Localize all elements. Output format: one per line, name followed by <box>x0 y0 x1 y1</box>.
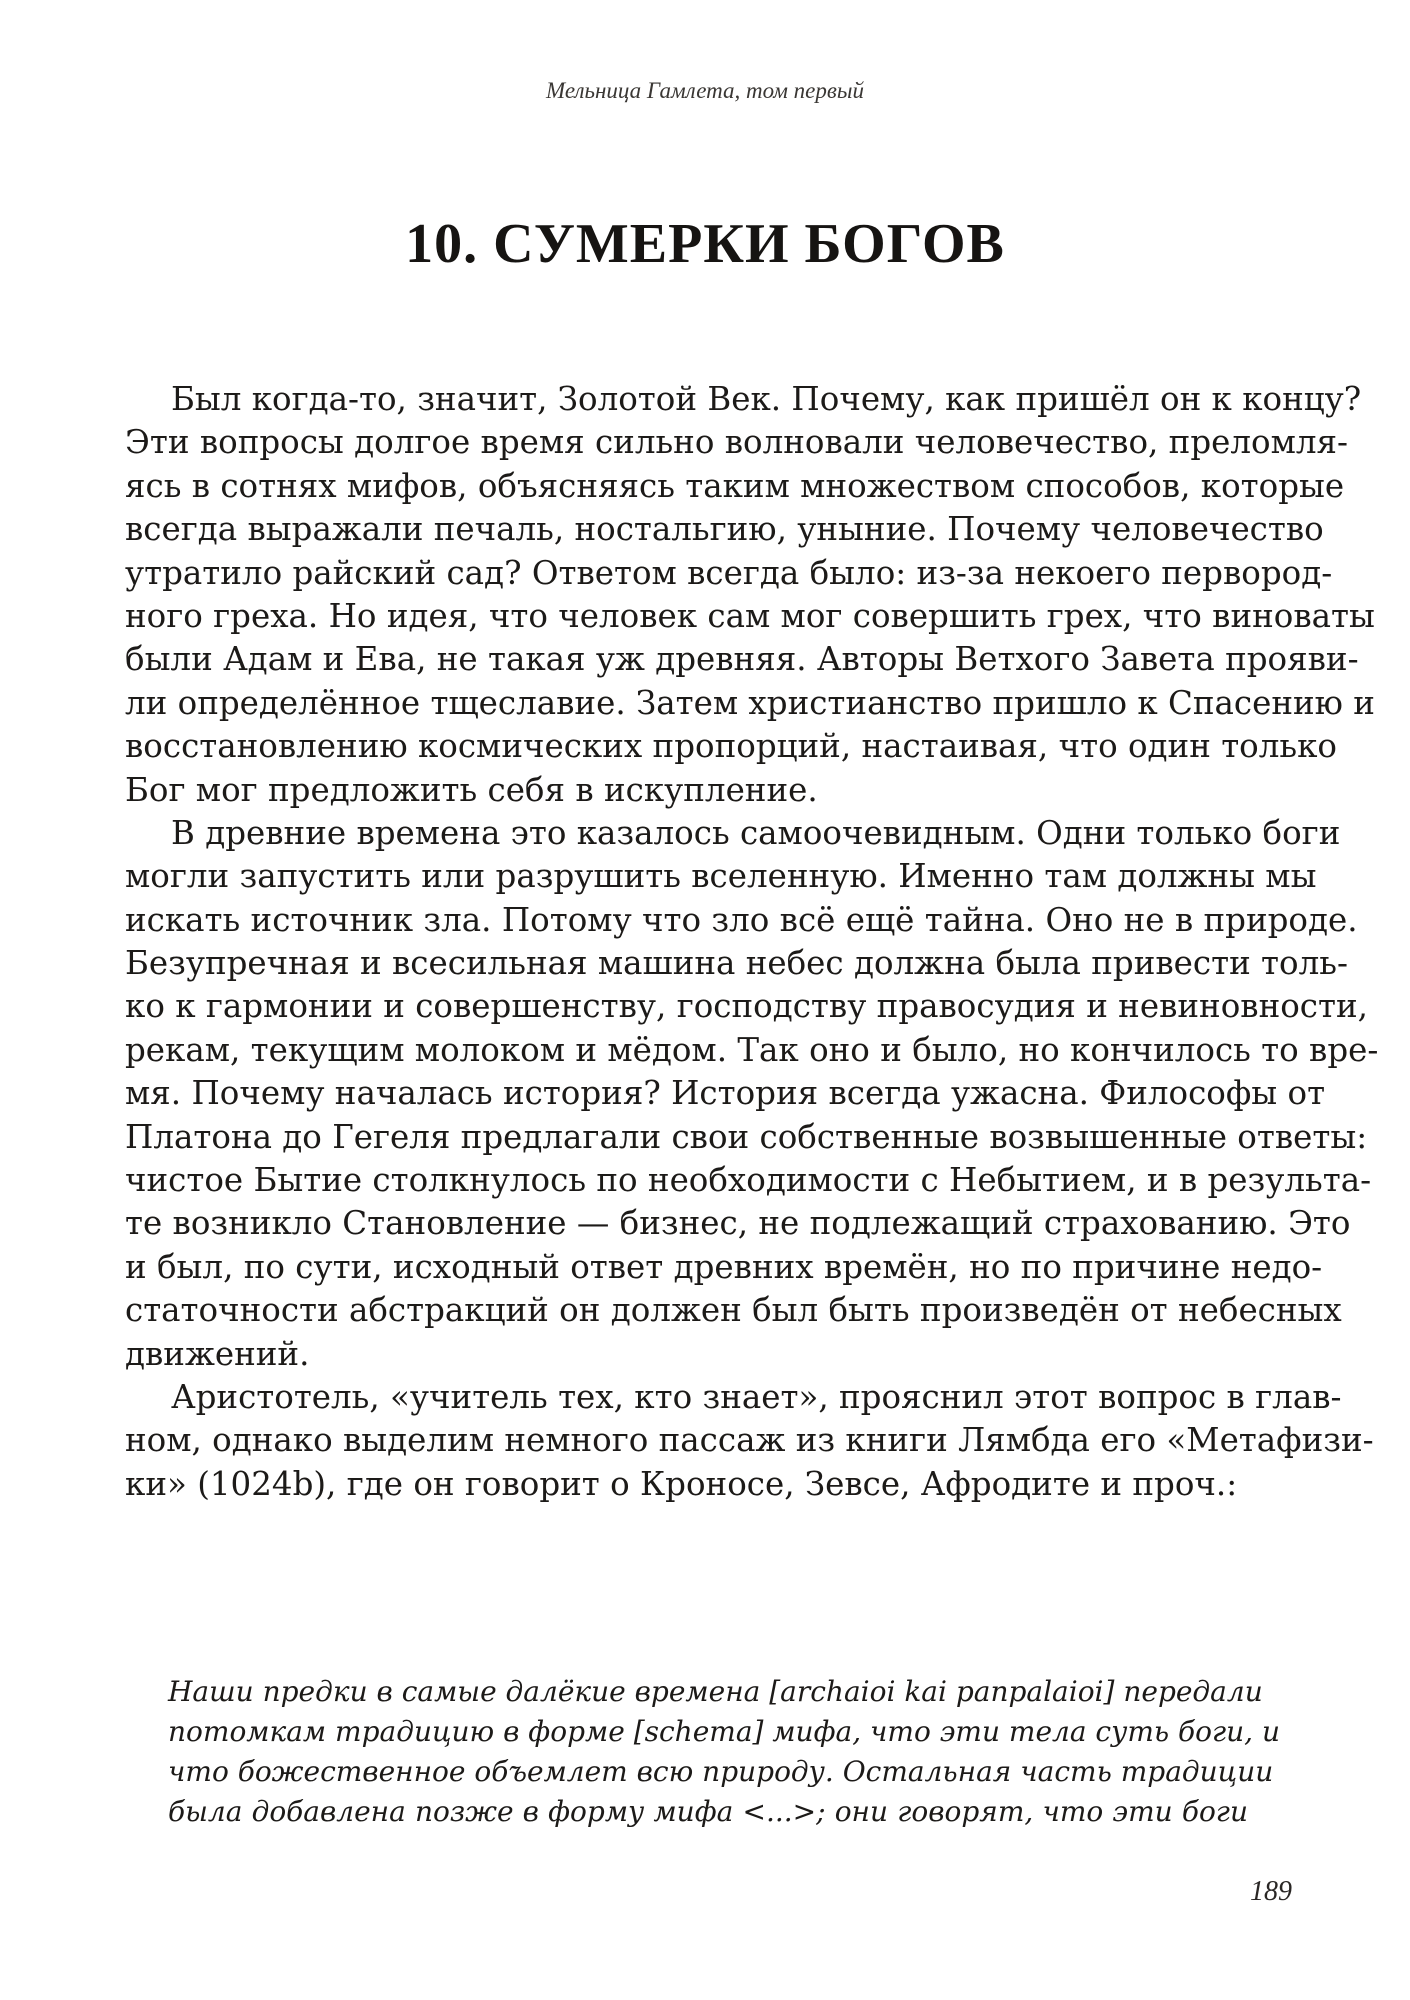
text-line: и был, по сути, исходный ответ древних времён, но по причине недо- <box>125 1247 1323 1286</box>
text-line: Платона до Гегеля предлагали свои собственные возвышенные ответы: <box>125 1117 1368 1156</box>
text-line: Безупречная и всесильная машина небес должна была привести толь- <box>125 944 1348 983</box>
text-line: рекам, текущим молоком и мёдом. Так оно и было, но кончилось то вре- <box>125 1030 1379 1069</box>
text-line: ко к гармонии и совершенству, господству правосудия и невиновности, <box>125 987 1368 1026</box>
chapter-title: 10. СУМЕРКИ БОГОВ <box>405 213 1005 275</box>
text-line: Эти вопросы долгое время сильно волновали человечество, преломля- <box>125 423 1348 462</box>
quote-line: Наши предки в самые далёкие времена [archaioi kai panpalaioi] передали <box>168 1675 1263 1708</box>
text-line: ного греха. Но идея, что человек сам мог совершить грех, что виноваты <box>125 596 1375 635</box>
text-line: Аристотель, «учитель тех, кто знает», прояснил этот вопрос в глав- <box>171 1377 1342 1416</box>
text-line: движений. <box>125 1334 310 1373</box>
text-line: ном, однако выделим немного пассаж из книги Лямбда его «Метафизи- <box>125 1421 1374 1460</box>
text-line: восстановлению космических пропорций, настаивая, что один только <box>125 727 1337 766</box>
block-quote <box>168 1672 1281 1832</box>
text-line: были Адам и Ева, не такая уж древняя. Авторы Ветхого Завета прояви- <box>125 640 1359 679</box>
paragraph-1 <box>125 378 1375 812</box>
text-line: могли запустить или разрушить вселенную. Именно там должны мы <box>125 857 1317 896</box>
quote-line: потомкам традицию в форме [schema] мифа, что эти тела суть боги, и <box>168 1715 1281 1748</box>
text-line: В древние времена это казалось самоочевидным. Одни только боги <box>171 813 1341 852</box>
paragraph-3 <box>125 1376 1374 1506</box>
text-line: чистое Бытие столкнулось по необходимости с Небытием, и в результа- <box>125 1161 1372 1200</box>
text-line: те возникло Становление — бизнес, не подлежащий страхованию. Это <box>125 1204 1351 1243</box>
text-line: статочности абстракций он должен был быть произведён от небесных <box>125 1291 1342 1330</box>
quote-line: была добавлена позже в форму мифа <...>; они говорят, что эти боги <box>168 1795 1248 1828</box>
text-line: ки» (1024b), где он говорит о Кроносе, Зевсе, Афродите и проч.: <box>125 1464 1238 1503</box>
text-line: ясь в сотнях мифов, объясняясь таким множеством способов, которые <box>125 466 1345 505</box>
running-header: Мельница Гамлета, том первый <box>546 78 864 103</box>
text-line: ли определённое тщеславие. Затем христианство пришло к Спасению и <box>125 683 1375 722</box>
text-line: искать источник зла. Потому что зло всё ещё тайна. Оно не в природе. <box>125 900 1358 939</box>
body-text <box>125 378 1379 1506</box>
text-line: мя. Почему началась история? История всегда ужасна. Философы от <box>125 1074 1326 1113</box>
page-number: 189 <box>1250 1876 1292 1907</box>
text-line: утратило райский сад? Ответом всегда было: из-за некоего первород- <box>125 553 1333 592</box>
text-line: всегда выражали печаль, ностальгию, уныние. Почему человечество <box>125 510 1324 549</box>
quote-line: что божественное объемлет всю природу. Остальная часть традиции <box>168 1755 1274 1788</box>
text-line: Был когда-то, значит, Золотой Век. Почему, как пришёл он к концу? <box>171 380 1362 418</box>
paragraph-2 <box>125 812 1379 1376</box>
text-line: Бог мог предложить себя в искупление. <box>125 770 818 809</box>
